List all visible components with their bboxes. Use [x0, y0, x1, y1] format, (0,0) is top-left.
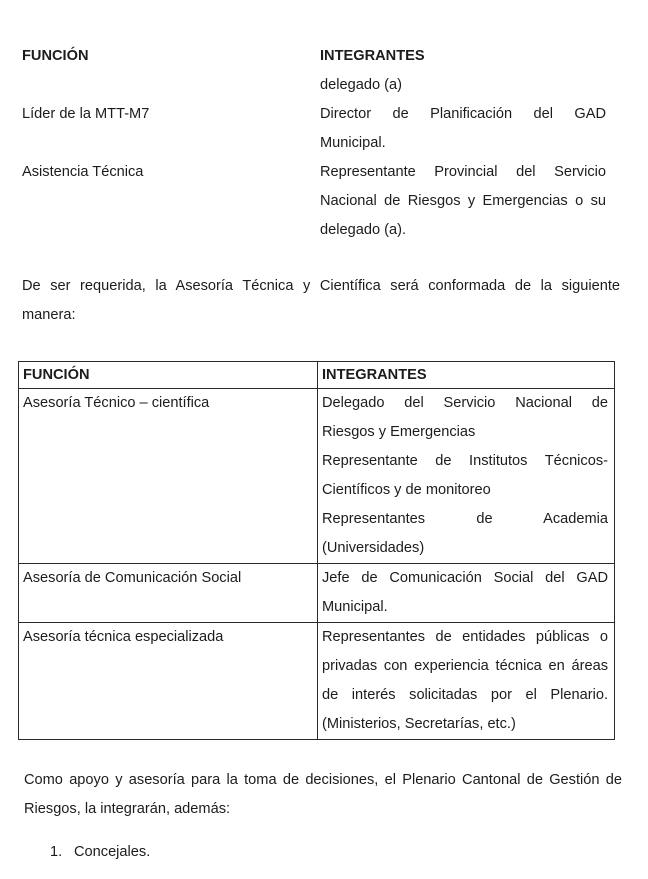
function-header: FUNCIÓN: [22, 48, 89, 64]
intro-paragraph: De ser requerida, la Asesoría Técnica y Científica será conformada de la siguiente manera:: [22, 278, 620, 323]
list-header-row: [22, 42, 606, 71]
continuation-text: delegado (a): [320, 77, 402, 93]
list-item-text: Concejales.: [74, 844, 151, 860]
members-text: Representante Provincial del Servicio Nacional de Riesgos y Emergencias o su delegado (a).: [320, 164, 606, 238]
members-header: INTEGRANTES: [320, 48, 425, 64]
table-row: [19, 623, 615, 740]
list-continuation-row: [22, 71, 606, 100]
table-cell-role: Asesoría de Comunicación Social: [19, 564, 318, 623]
table-cell-members: Representantes de entidades públicas o privadas con experiencia técnica en áreas de interés solicitadas por el Plenario. (Ministerios, Secretarías, etc.): [318, 623, 615, 740]
table-header-function: FUNCIÓN: [19, 362, 318, 389]
list-item: [50, 838, 150, 867]
advisory-table: [18, 361, 615, 740]
table-header-row: [19, 362, 615, 389]
members-text: Director de Planificación del GAD Municipal.: [320, 106, 606, 151]
table-header-members: INTEGRANTES: [318, 362, 615, 389]
support-paragraph: Como apoyo y asesoría para la toma de decisiones, el Plenario Cantonal de Gestión de Riesgos, la integrarán, además:: [24, 772, 622, 817]
table-row: [19, 564, 615, 623]
function-members-list: [22, 42, 606, 245]
role-label: Líder de la MTT-M7: [22, 106, 150, 122]
list-row-technical-assistance: [22, 158, 606, 245]
list-row-leader: [22, 100, 606, 158]
table-cell-members: Jefe de Comunicación Social del GAD Municipal.: [318, 564, 615, 623]
list-item-number: 1.: [50, 844, 63, 860]
table-row: [19, 389, 615, 564]
table-cell-role: Asesoría técnica especializada: [19, 623, 318, 740]
table-cell-members: Delegado del Servicio Nacional de Riesgos y Emergencias Representante de Institutos Técnicos- Científicos y de monitoreo Representantes de Academia (Universidades): [318, 389, 615, 564]
role-label: Asistencia Técnica: [22, 164, 144, 180]
table-cell-role: Asesoría Técnico – científica: [19, 389, 318, 564]
